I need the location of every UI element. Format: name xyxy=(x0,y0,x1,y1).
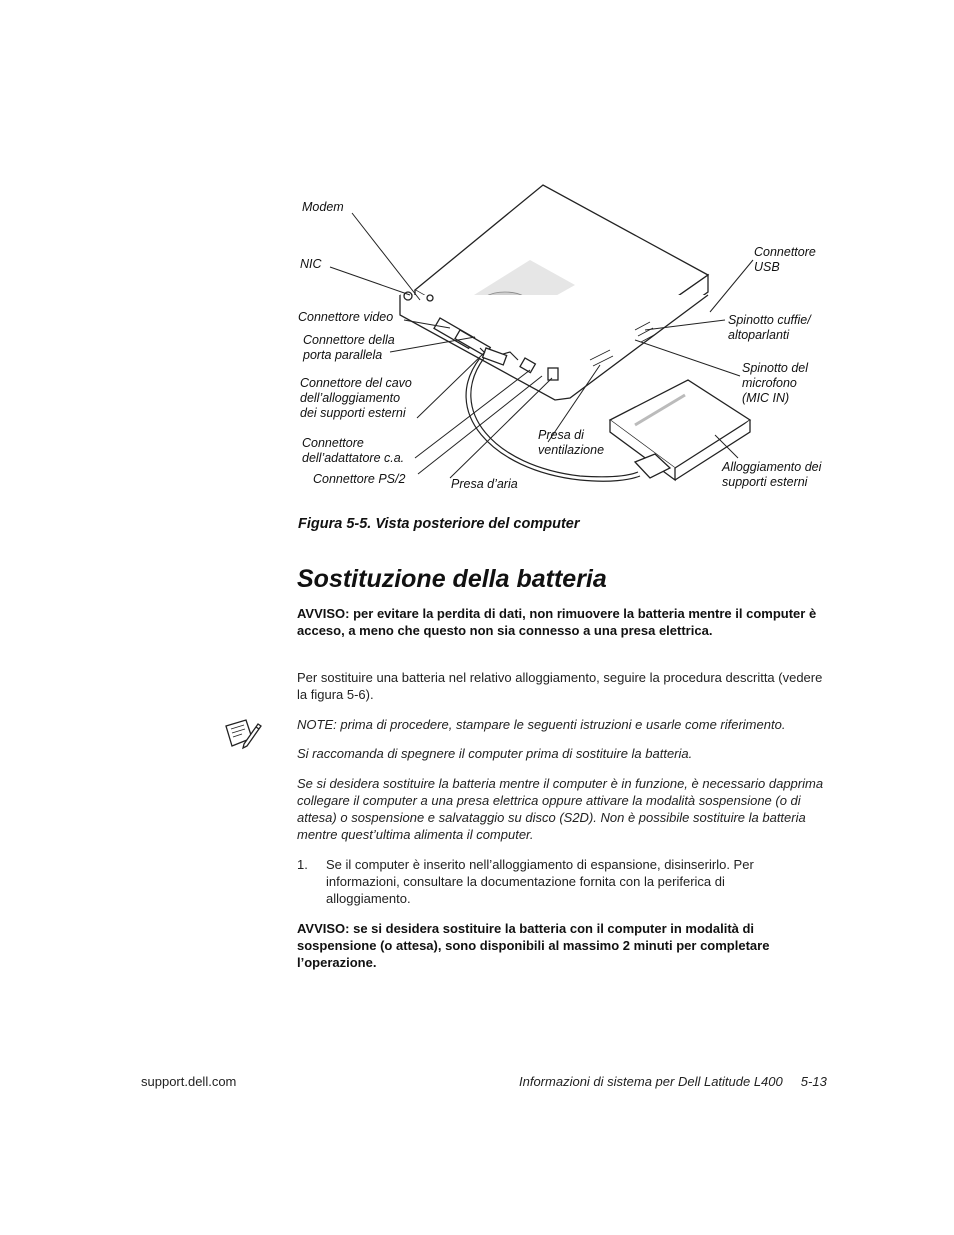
footer-website: support.dell.com xyxy=(141,1074,237,1089)
callout-headphone: Spinotto cuffie/ altoparlanti xyxy=(728,313,811,342)
section-heading: Sostituzione della batteria xyxy=(297,565,607,593)
note-hot-swap: Se si desidera sostituire la batteria mentre il computer è in funzione, è necessario dapprima collegare il computer a una presa elettrica oppure attivare la modalità sospensione (o di attesa) o sospensione e salvataggio su disco (S2D). Non è possibile sostituire la batteria mentre quest’ultima alimenta il computer. xyxy=(297,776,824,842)
callout-video: Connettore video xyxy=(298,310,394,324)
notice-data-loss: AVVISO: per evitare la perdita di dati, non rimuovere la batteria mentre il computer è acceso, a meno che questo non sia connesso a una presa elettrica. xyxy=(297,606,817,638)
step-number: 1. xyxy=(297,857,308,872)
callout-bay-cable: Connettore del cavo dell’alloggiamento dei supporti esterni xyxy=(300,376,412,420)
callout-modem: Modem xyxy=(302,200,344,214)
figure-caption: Figura 5-5. Vista posteriore del computer xyxy=(298,516,580,532)
step-1-text: Se il computer è inserito nell’alloggiamento di espansione, disinserirlo. Per informazioni, consultare la documentazione fornita con la periferica di alloggiamento. xyxy=(326,857,754,906)
intro-paragraph: Per sostituire una batteria nel relativo alloggiamento, seguire la procedura descritta (vedere la figura 5-6). xyxy=(297,670,823,702)
note-print-instructions: NOTE: prima di procedere, stampare le seguenti istruzioni e usarle come riferimento. xyxy=(297,717,786,732)
note-turn-off: Si raccomanda di spegnere il computer prima di sostituire la batteria. xyxy=(297,746,693,761)
footer-page-info: Informazioni di sistema per Dell Latitude L400 5-13 xyxy=(519,1074,827,1089)
callout-ps2: Connettore PS/2 xyxy=(313,472,406,486)
callout-external-bay: Alloggiamento dei supporti esterni xyxy=(722,460,822,489)
callout-parallel: Connettore della porta parallela xyxy=(303,333,395,362)
callout-nic: NIC xyxy=(300,257,322,271)
callout-ac-adapter: Connettore dell’adattatore c.a. xyxy=(302,436,405,465)
callout-vent: Presa di ventilazione xyxy=(538,428,605,457)
callout-usb: Connettore USB xyxy=(754,245,816,274)
note-pencil-icon xyxy=(222,716,262,752)
notice-suspend-time: AVVISO: se si desidera sostituire la batteria con il computer in modalità di sospensione (o attesa), sono disponibili al massimo 2 minuti per completare l’operazione. xyxy=(297,921,770,970)
rear-view-figure xyxy=(290,180,840,500)
callout-mic: Spinotto del microfono (MIC IN) xyxy=(742,361,809,405)
callout-air-intake: Presa d’aria xyxy=(451,477,518,491)
